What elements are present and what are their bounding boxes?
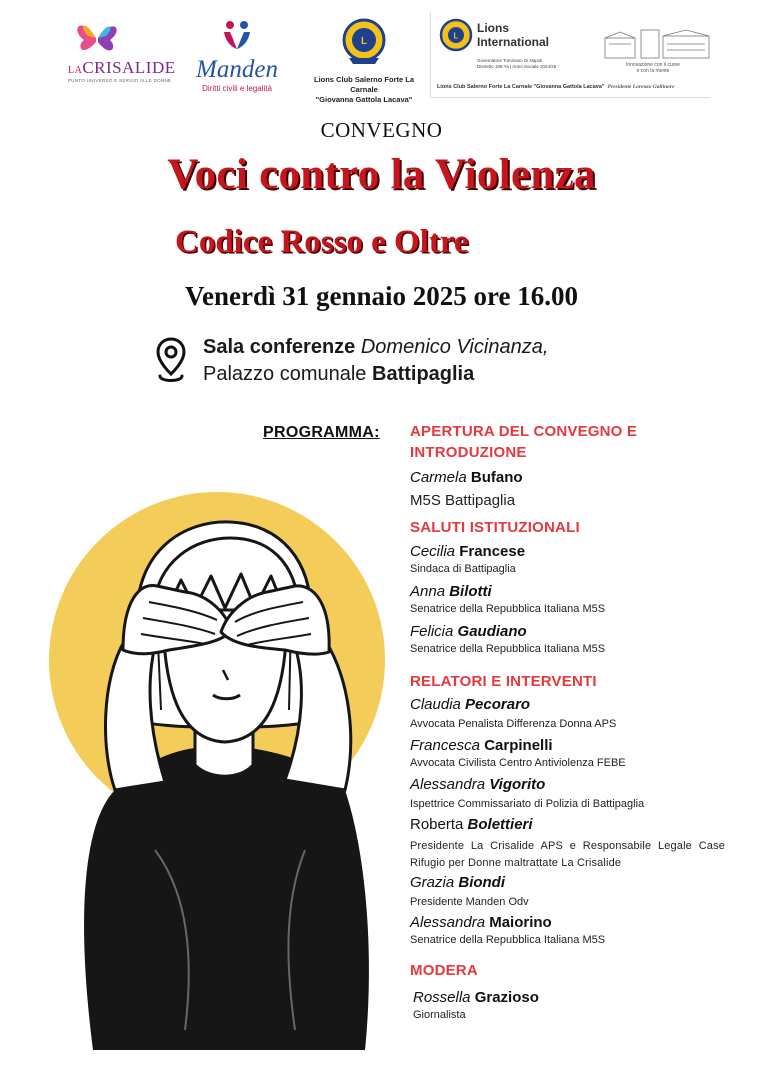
svg-text:L: L (360, 36, 368, 47)
speaker-last-name: Biondi (458, 874, 506, 891)
manden-name: Manden (196, 56, 278, 83)
speaker-first-name: Claudia (410, 696, 461, 713)
programme-list (410, 421, 750, 1023)
svg-text:L: L (453, 31, 459, 41)
speaker-role: Sindaca di Battipaglia (410, 563, 516, 575)
speaker-last-name: Maiorino (489, 914, 552, 931)
speaker-first-name: Alessandra (410, 914, 486, 931)
lions-club-caption-1: Lions Club Salerno Forte La Carnale (313, 75, 414, 94)
speaker-role: Ispettrice Commissariato di Polizia di Battipaglia (410, 798, 645, 810)
speaker-last-name: Bilotti (449, 583, 492, 600)
speaker-role: Avvocata Penalista Differenza Donna APS (410, 718, 617, 730)
speaker-first-name: Grazia (410, 874, 455, 891)
section-title: SALUTI ISTITUZIONALI (410, 519, 580, 536)
speaker-first-name: Cecilia (410, 543, 456, 560)
speaker (410, 542, 750, 577)
lions-club-logo (304, 18, 424, 104)
butterfly-icon (74, 10, 120, 62)
lions-international-emblem-icon (439, 18, 473, 52)
speaker-role: Presidente Manden Odv (410, 896, 529, 908)
speaker-last-name: Bufano (470, 469, 523, 486)
speaker-last-name: Grazioso (474, 989, 539, 1006)
lions-international-block (430, 12, 710, 98)
speaker (413, 988, 750, 1023)
speaker (410, 815, 750, 872)
section-title: MODERA (410, 962, 478, 979)
lions-governor: Governatore Tommaso Di Napoli (477, 58, 543, 63)
manden-tagline: Diritti civili e legalità (202, 84, 272, 93)
woman-covering-eyes-illustration (45, 490, 405, 1050)
speaker-last-name: Vigorito (489, 776, 546, 793)
speaker-role: Senatrice della Repubblica Italiana M5S (410, 643, 606, 655)
lions-district: Distretto 108 Ya | Anno Sociale 2024/25 (477, 63, 557, 69)
section-title-line-2: INTRODUZIONE (410, 444, 527, 461)
section-title: RELATORI E INTERVENTI (410, 673, 597, 690)
speaker-last-name: Bolettieri (467, 816, 533, 833)
speaker-role: Senatrice della Repubblica Italiana M5S (410, 934, 606, 946)
speaker (410, 913, 750, 948)
venue-room-name: Domenico Vicinanza, (360, 336, 549, 358)
speaker (410, 582, 750, 617)
speaker-first-name: Anna (410, 583, 446, 600)
speaker-role: Avvocata Civilista Centro Antiviolenza FEBE (410, 757, 626, 769)
two-people-heart-icon (220, 20, 254, 50)
speaker (410, 775, 750, 812)
event-datetime: Venerdì 31 gennaio 2025 ore 16.00 (184, 281, 578, 311)
logo-strip (60, 8, 710, 104)
speaker-first-name: Carmela (410, 469, 467, 486)
venue-building: Palazzo comunale (203, 363, 367, 385)
event-title: Voci contro la Violenza (167, 151, 596, 198)
venue-line-2 (203, 363, 474, 386)
speaker (410, 873, 750, 910)
speaker-last-name: Pecoraro (465, 696, 531, 713)
programme-label: PROGRAMMA: (263, 424, 380, 441)
lions-club-caption-2: "Giovanna Gattola Lacava" (315, 94, 413, 104)
map-pin-icon (155, 336, 187, 384)
town-hall-icon (601, 26, 713, 60)
speaker-role: Presidente La Crisalide APS e Responsabile Legale Case Rifugio per Donne maltrattate La Crisalide (410, 840, 725, 869)
venue-city: Battipaglia (372, 363, 475, 385)
lions-international-title-1: Lions (477, 21, 509, 35)
lions-footer: Lions Club Salerno Forte La Carnale "Giovanna Gattola Lacava" (437, 84, 605, 90)
manden-logo (182, 20, 292, 93)
speaker-first-name: Alessandra (410, 776, 486, 793)
speaker-first-name: Francesca (410, 737, 481, 754)
lions-emblem-icon (339, 18, 389, 66)
speaker-last-name: Francese (459, 543, 526, 560)
crisalide-name: CRISALIDE (82, 58, 176, 77)
section-title-line-1: APERTURA DEL CONVEGNO E (410, 423, 638, 440)
venue-line-1 (203, 336, 548, 359)
la-crisalide-logo (68, 10, 178, 83)
section-title (410, 421, 750, 463)
speaker (410, 622, 750, 657)
speaker-first-name: Rossella (413, 989, 471, 1006)
venue-room: Sala conferenze (203, 336, 356, 358)
speaker (410, 468, 750, 511)
speaker-role: Giornalista (413, 1009, 466, 1021)
town-caption-1: Innovazione con il cuore (626, 62, 680, 68)
lions-president: Presidente Lorenzo Gallinore (607, 84, 675, 90)
event-subtitle: Codice Rosso e Oltre (175, 224, 469, 260)
crisalide-prefix: LA (68, 65, 83, 76)
speaker-last-name: Carpinelli (484, 737, 553, 754)
speaker-role: M5S Battipaglia (410, 492, 516, 509)
speaker (410, 736, 750, 771)
speaker (410, 695, 750, 732)
event-type: CONVEGNO (320, 118, 443, 142)
crisalide-tagline: PUNTO UNIVERSO E SERVIZI ALLE DONNE (68, 78, 172, 83)
speaker-first-name: Roberta (410, 816, 464, 833)
town-caption-2: e con la mente (636, 68, 670, 74)
lions-international-title-2: International (477, 34, 550, 49)
speaker-role: Senatrice della Repubblica Italiana M5S (410, 603, 606, 615)
speaker-last-name: Gaudiano (457, 623, 527, 640)
speaker-first-name: Felicia (410, 623, 454, 640)
